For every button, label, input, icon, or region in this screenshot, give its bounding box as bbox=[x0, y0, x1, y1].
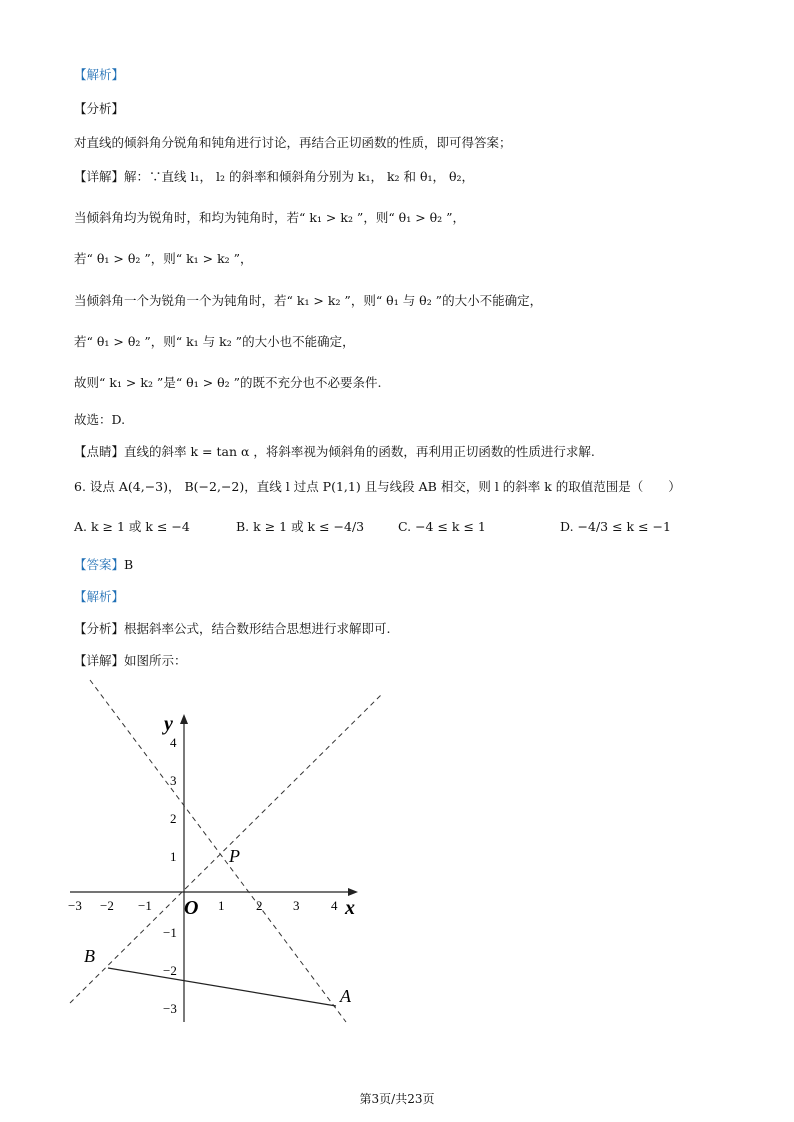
analysis-line-2: 【分析】根据斜率公式，结合数形结合思想进行求解即可. bbox=[74, 621, 391, 636]
analysis-text: 对直线的倾斜角分锐角和钝角进行讨论，再结合正切函数的性质，即可得答案； bbox=[74, 135, 512, 150]
option-b-label: B. bbox=[236, 519, 250, 534]
option-a-label: A. bbox=[74, 519, 88, 534]
y-axis-arrow bbox=[180, 714, 188, 724]
x-axis-arrow bbox=[348, 888, 358, 896]
detail-line-figure: 【详解】如图所示： bbox=[74, 653, 187, 668]
solution-tag-jiexi: 【解析】 bbox=[74, 67, 125, 82]
x-tick-3: 3 bbox=[293, 898, 300, 913]
point-label-B: B bbox=[84, 946, 95, 966]
segment-AB bbox=[108, 968, 336, 1006]
x-tick-neg3: −3 bbox=[68, 898, 82, 913]
page-footer: 第3页/共23页 bbox=[359, 1092, 435, 1106]
y-tick-neg1: −1 bbox=[163, 925, 177, 940]
x-tick-4: 4 bbox=[331, 898, 338, 913]
x-axis-label: x bbox=[345, 897, 355, 919]
x-tick-neg1: −1 bbox=[138, 898, 152, 913]
choice-line: 故选：D. bbox=[74, 412, 126, 427]
analysis-tag-2: 【解析】 bbox=[74, 589, 125, 604]
point-label-A: A bbox=[340, 986, 351, 1006]
option-b-text: k ≥ 1 或 k ≤ −4/3 bbox=[253, 519, 365, 534]
remark-line: 【点睛】直线的斜率 k = tan α ，将斜率视为倾斜角的函数，再利用正切函数的性质进行求解. bbox=[74, 444, 595, 459]
y-axis-label: y bbox=[164, 713, 173, 735]
detail-line-3: 若“ θ₁ > θ₂ ”，则“ k₁ > k₂ ”， bbox=[74, 251, 253, 266]
option-c-label: C. bbox=[398, 519, 412, 534]
detail-line-2: 当倾斜角均为锐角时，和均为钝角时，若“ k₁ > k₂ ”，则“ θ₁ > θ₂ ”， bbox=[74, 210, 466, 225]
point-label-P: P bbox=[229, 846, 240, 866]
option-a-text: k ≥ 1 或 k ≤ −4 bbox=[91, 519, 190, 534]
y-tick-neg2: −2 bbox=[163, 963, 177, 978]
x-tick-neg2: −2 bbox=[100, 898, 114, 913]
origin-label: O bbox=[184, 897, 199, 919]
line-through-P-and-A bbox=[90, 680, 346, 1022]
y-tick-2: 2 bbox=[170, 811, 177, 826]
detail-line-4: 当倾斜角一个为锐角一个为钝角时，若“ k₁ > k₂ ”，则“ θ₁ 与 θ₂ ”的大小不能确定， bbox=[74, 293, 543, 308]
y-tick-neg3: −3 bbox=[163, 1001, 177, 1016]
x-tick-1: 1 bbox=[218, 898, 225, 913]
solution-tag-fenxi: 【分析】 bbox=[74, 101, 125, 116]
option-d-text: −4/3 ≤ k ≤ −1 bbox=[577, 519, 671, 534]
line-through-P-and-B bbox=[70, 693, 383, 1003]
y-tick-1: 1 bbox=[170, 849, 177, 864]
detail-line-6: 故则“ k₁ > k₂ ”是“ θ₁ > θ₂ ”的既不充分也不必要条件. bbox=[74, 375, 382, 390]
y-tick-4: 4 bbox=[170, 735, 177, 750]
answer-tag: 【答案】 bbox=[74, 557, 125, 572]
answer-value: B bbox=[124, 557, 134, 572]
detail-line-1: 【详解】解：∵直线 l₁， l₂ 的斜率和倾斜角分别为 k₁， k₂ 和 θ₁， θ₂， bbox=[74, 169, 475, 184]
detail-line-5: 若“ θ₁ > θ₂ ”，则“ k₁ 与 k₂ ”的大小也不能确定， bbox=[74, 334, 355, 349]
question-6: 6. 设点 A(4,−3)， B(−2,−2)，直线 l 过点 P(1,1) 且与线段 AB 相交，则 l 的斜率 k 的取值范围是（ ） bbox=[74, 479, 681, 494]
x-tick-2: 2 bbox=[256, 898, 263, 913]
option-c-text: −4 ≤ k ≤ 1 bbox=[415, 519, 486, 534]
option-d-label: D. bbox=[560, 519, 574, 534]
y-tick-3: 3 bbox=[170, 773, 177, 788]
